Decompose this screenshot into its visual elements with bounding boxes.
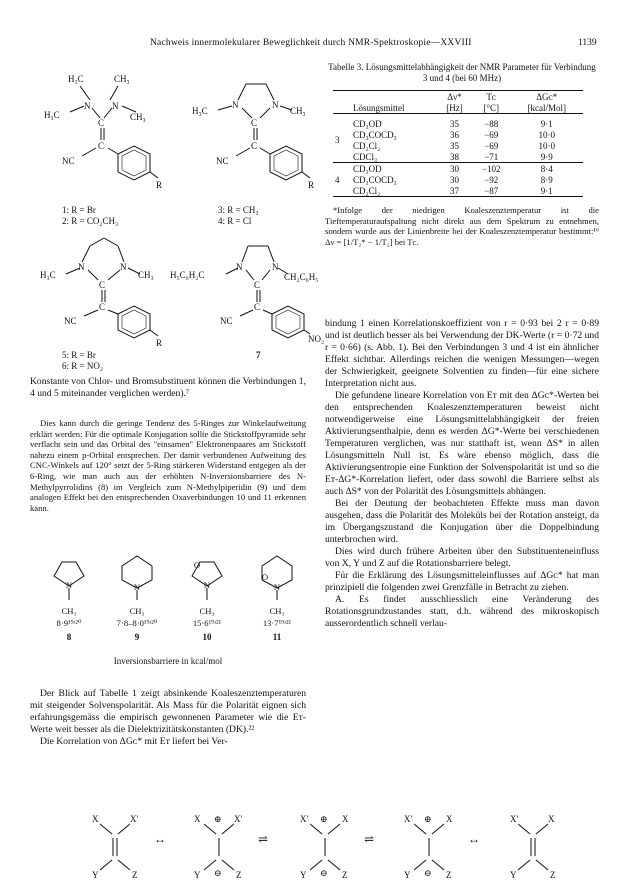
table-row [333, 163, 583, 175]
atom-h3c-1: H₃C [68, 74, 84, 84]
scheme-5-z: Z [550, 870, 556, 880]
atom-c-3: C [251, 118, 258, 128]
scheme-2-minus: ⊖ [214, 868, 222, 878]
structure-3-4 [190, 62, 340, 202]
header-tc-unit: [°C] [483, 102, 500, 113]
cell-dnu: 30 [449, 174, 459, 185]
scheme-structure-2 [184, 808, 254, 878]
ring-10-ch3: CH₃ [199, 606, 215, 616]
atom-n-1: N [84, 101, 91, 111]
ring-9-number: 9 [134, 632, 140, 642]
cell-dnu: 36 [449, 129, 459, 140]
scheme-arrow-3: ⇌ [364, 832, 375, 846]
scheme-structure-1 [80, 808, 150, 878]
atom-r-2: R [308, 180, 315, 190]
scheme-4-x1: X' [404, 814, 413, 824]
scheme-1-x: X [92, 814, 99, 824]
scheme-3-minus: ⊖ [320, 868, 328, 878]
atom-nc-2: NC [216, 156, 229, 166]
ring-10-n: N [203, 580, 211, 590]
scheme-2-y: Y [194, 870, 201, 880]
header-dnu: Δν* [447, 91, 462, 102]
header-dnu-unit: [Hz] [446, 102, 463, 113]
table-3-header-row-1 [333, 91, 583, 103]
ring-11-ch3: CH₃ [269, 606, 285, 616]
cell-tc: −69 [484, 129, 499, 140]
right-paragraph-1: bindung 1 einen Korrelationskoeffizient von r = 0·93 bei 2 r = 0·89 und ist deutlich besser als bei Verwendung der DK-Werte (r = 0·72 und r = 0·66) (s. Abb. 1). Bei den Verbindungen 3 und 4 ist ein ähnlicher Effekt sichtbar. Allerdings reichen die wenigen Messungen—wegen der Schwierigkeit, geeignete Solventien zu finden—für eine sichere Interpretation nicht aus. [325, 318, 599, 389]
scheme-arrow-2: ⇌ [258, 832, 269, 846]
left-column-top [30, 376, 306, 400]
atom-r-1: R [156, 180, 163, 190]
left-paragraph-1: Konstante von Chlor- und Bromsubstituent können die Verbindungen 1, 4 und 5 miteinander verglichen werden).⁷ [30, 376, 306, 399]
atom-n-6: N [120, 262, 127, 272]
atom-h3c-2: H₃C [44, 110, 60, 120]
scheme-structure-5 [498, 808, 568, 878]
atom-no2: NO₂ [308, 334, 325, 344]
atom-nc-1: NC [62, 156, 75, 166]
right-column [325, 318, 599, 630]
cell-dg: 9·1 [540, 118, 553, 129]
atom-c-8: C [254, 302, 261, 312]
table-row [333, 185, 583, 197]
header-dg-unit: [kcal/Mol] [527, 102, 566, 113]
scheme-5-x1: X' [510, 814, 519, 824]
atom-nc-3: NC [64, 316, 77, 326]
left-column-small [30, 418, 306, 513]
scheme-3-y: Y [300, 870, 307, 880]
scheme-1-x1: X' [130, 814, 139, 824]
ring-9 [112, 552, 162, 606]
scheme-1-y: Y [92, 870, 99, 880]
scheme-3-plus: ⊕ [320, 814, 328, 824]
cell-dnu: 35 [449, 118, 459, 129]
cell-dg: 10·0 [538, 129, 555, 140]
cell-solvent: CD₂Cl₂ [353, 140, 381, 151]
scheme-5-x: X [548, 814, 555, 824]
ring-10-o: O [193, 560, 201, 570]
label-compound-5: 5: R = Br [62, 350, 96, 360]
scheme-4-z: Z [446, 870, 452, 880]
scheme-arrow-1: ↔ [154, 832, 166, 846]
atom-ch3-3: CH₃ [290, 106, 306, 116]
compound-4: 4 [335, 174, 340, 185]
atom-h3c-4: H₃C [40, 270, 56, 280]
right-paragraph-3: Bei der Deutung der beobachteten Effekte muss man davon ausgehen, dass die Polarität des Moleküls bei der Rotation ansteigt, da im Übergangszustand die Konjugation über die Doppelbindung unterbrochen wird. [325, 498, 599, 545]
cell-solvent: CD₃COCD₃ [353, 129, 397, 140]
ring-10-value: 15·6¹⁹ʴ²¹ [192, 618, 222, 628]
scheme-3-x: X [342, 814, 349, 824]
cell-dg: 9·1 [540, 185, 553, 196]
atom-ch2c6h5: CH₂C₆H₅ [284, 272, 319, 282]
atom-c-7: C [254, 280, 261, 290]
left-column-bottom [30, 688, 306, 748]
ring-11-number: 11 [272, 632, 282, 642]
cell-tc: −102 [481, 163, 501, 174]
cell-dnu: 38 [449, 151, 459, 162]
right-paragraph-4: Dies wird durch frühere Arbeiten über den Substituenteneinfluss von X, Y und Z auf die Rotationsbarriere belegt. [325, 546, 599, 569]
ring-11-value: 13·7¹⁹ʴ²¹ [262, 618, 292, 628]
label-compound-2: 2: R = CO₂CH₃ [62, 216, 119, 226]
scheme-2-x1: X' [234, 814, 243, 824]
scheme-4-plus: ⊕ [424, 814, 432, 824]
cell-tc: −87 [484, 185, 499, 196]
table-3-title: Tabelle 3. Lösungsmittelabhängigkeit der NMR Parameter für Verbindung 3 und 4 (bei 60 MHz) [328, 62, 596, 83]
cell-tc: −71 [484, 151, 499, 162]
atom-ch3-1: CH₃ [114, 74, 130, 84]
atom-c-5: C [99, 280, 106, 290]
cell-dnu: 30 [449, 163, 459, 174]
table-3-header-row-2 [333, 102, 583, 114]
atom-c-1: C [98, 118, 105, 128]
scheme-1-z: Z [132, 870, 138, 880]
ring-8-ch3: CH₃ [61, 606, 77, 616]
cell-solvent: CD₃COCD₃ [353, 174, 397, 185]
table-row [333, 118, 583, 129]
cell-dg: 8·9 [540, 174, 553, 185]
cell-solvent: CD₃OD [353, 118, 382, 129]
atom-c-4: C [251, 141, 258, 151]
atom-h5c6h2c: H₅C₆H₂C [170, 270, 205, 280]
label-compound-3: 3: R = CH₃ [218, 205, 259, 215]
atom-ch3-4: CH₃ [138, 270, 154, 280]
header-solvent: Lösungsmittel [353, 102, 405, 113]
scheme-2-z: Z [236, 870, 242, 880]
scheme-3-x1: X' [300, 814, 309, 824]
right-paragraph-2: Die gefundene lineare Korrelation von Eᴛ mit den ΔGᴄ*-Werten bei den entsprechenden Koaleszenztemperaturen beweist nicht notwendigerweise eine Lösungsmittelabhängigkeit der freien Aktivierungsenthalpie, denn es werden ΔG*-Werte bei verschiedenen Temperaturen verglichen, was nur statthaft ist, wenn ΔS* in allen Lösungsmitteln Null ist. Es wäre ebenso möglich, dass die Aktivierungsentropie eine Funktion der Solvenspolarität ist und so die Eᴛ-ΔG*-Korrelation liefert, oder dass sowohl die Barriere selbst als auch ΔS* von der Polarität des Lösungsmittels abhängen. [325, 390, 599, 497]
running-title: Nachweis innermolekularer Beweglichkeit durch NMR-Spektroskopie—XXVIII [150, 38, 472, 48]
header-dg: ΔGᴄ* [536, 91, 558, 102]
ring-8-n: N [65, 580, 73, 590]
cell-dnu: 35 [449, 140, 459, 151]
table-3-footnote: *Infolge der niedrigen Koaleszenztemperatur ist die Tieftemperaturaufspaltung nicht direkt aus dem Spektrum zu entnehmen, sondern wurde aus der Linienbreite bei der Koaleszenztemperatur bestimmt:¹⁶ Δν = [1/T₂* − 1/T₂] bei Tᴄ. [325, 205, 599, 247]
inversion-caption: Inversionsbarriere in kcal/mol [113, 656, 223, 666]
cell-dg: 8·4 [540, 163, 553, 174]
label-compound-1: 1: R = Br [62, 205, 96, 215]
left-paragraph-4: Die Korrelation von ΔGᴄ* mit Eᴛ liefert bei Ver- [40, 736, 228, 747]
atom-n-8: N [272, 262, 279, 272]
cell-solvent: CD₂Cl₂ [353, 185, 381, 196]
scheme-structure-4 [394, 808, 464, 878]
scheme-arrow-4: ↔ [468, 832, 480, 846]
cell-solvent: CD₃OD [353, 163, 382, 174]
atom-c-6: C [99, 302, 106, 312]
scheme-4-x: X [446, 814, 453, 824]
ring-9-ch3: CH₃ [129, 606, 145, 616]
cell-dg: 10·0 [538, 140, 555, 151]
cell-tc: −88 [484, 118, 499, 129]
scheme-2-x: X [194, 814, 201, 824]
cell-tc: −92 [484, 174, 499, 185]
left-paragraph-2: Dies kann durch die geringe Tendenz des 5-Ringes zur Winkelaufweitung erklärt werden: Für die optimale Konjugation sollte die Stickstoffpyramide sehr verflacht sein und das Orbital des "einsamen" Elektronenpaares am Stickstoff nahezu einem p-Orbital entsprechen. Der damit verbundenen Aufweitung des CNC-Winkels auf 120° setzt der 5-Ring stärkeren Widerstand entgegen als der 6-Ring, wie man auch aus der erhöhten N-Inversionsbarriere des N-Methylpyrrolidins (8) im Vergleich zum N-Methylpiperidin (9) und dem analogen Effekt bei den entsprechenden Oxaverbindungen 10 und 11 erkennen kann. [30, 418, 306, 513]
compound-3: 3 [335, 135, 340, 145]
right-paragraph-6: A. Es findet ausschliesslich eine Veränderung des Rotationsgrundzustandes statt, d.h. während des mikroskopisch ausserordentlich schnell verlau- [325, 594, 599, 629]
page-number: 1139 [578, 38, 597, 48]
scheme-2-plus: ⊕ [214, 814, 222, 824]
table-row [333, 151, 583, 163]
atom-n-2: N [112, 101, 119, 111]
table-row [333, 129, 583, 140]
atom-n-5: N [78, 262, 85, 272]
scheme-3-z: Z [342, 870, 348, 880]
atom-nc-4: NC [220, 316, 233, 326]
scheme-5-y: Y [510, 870, 517, 880]
left-paragraph-3: Der Blick auf Tabelle 1 zeigt absinkende Koaleszenztemperaturen mit steigender Solvenspolarität. Als Mass für die Polarität eignen sich erfahrungsgemäss die empirisch gewonnenen Parameter wie die Eᴛ-Werte weit besser als die Dielektrizitätskonstanten (DK).²² [30, 688, 306, 735]
ring-11-o: O [261, 572, 269, 582]
structure-1-2 [40, 62, 190, 202]
atom-r-3: R [156, 338, 163, 348]
ring-11-n: N [273, 582, 281, 592]
atom-h3c-3: H₃C [192, 106, 208, 116]
atom-n-3: N [232, 100, 239, 110]
atom-n-7: N [236, 262, 243, 272]
scheme-4-minus: ⊖ [424, 868, 432, 878]
ring-8-value: 8·9¹⁹ʴ²⁰ [56, 618, 82, 628]
structure-7 [170, 228, 330, 348]
label-compound-6: 6: R = NO₂ [62, 361, 103, 371]
atom-c-2: C [98, 141, 105, 151]
cell-dg: 9·9 [540, 151, 553, 162]
table-row [333, 174, 583, 185]
atom-n-4: N [272, 100, 279, 110]
header-tc: Tᴄ [486, 91, 497, 102]
table-row [333, 140, 583, 151]
ring-9-value: 7·8–8·0¹⁹ʴ²⁰ [116, 618, 158, 628]
label-compound-7: 7 [256, 350, 261, 360]
structure-5-6 [40, 228, 190, 348]
cell-tc: −69 [484, 140, 499, 151]
cell-solvent: CDCl₃ [353, 151, 378, 162]
right-paragraph-5: Für die Erklärung des Lösungsmitteleinflusses auf ΔGᴄ* hat man prinzipiell die folgenden zwei Grenzfälle in Betracht zu ziehen. [325, 570, 599, 593]
ring-10-number: 10 [202, 632, 212, 642]
scheme-4-y: Y [404, 870, 411, 880]
cell-dnu: 37 [449, 185, 459, 196]
ring-8-number: 8 [66, 632, 72, 642]
table-3-grid [333, 90, 583, 197]
table-3 [325, 62, 599, 247]
atom-ch3-2: CH₃ [130, 112, 146, 122]
scheme-structure-3 [290, 808, 360, 878]
ring-9-n: N [133, 582, 141, 592]
label-compound-4: 4: R = Cl [218, 216, 252, 226]
